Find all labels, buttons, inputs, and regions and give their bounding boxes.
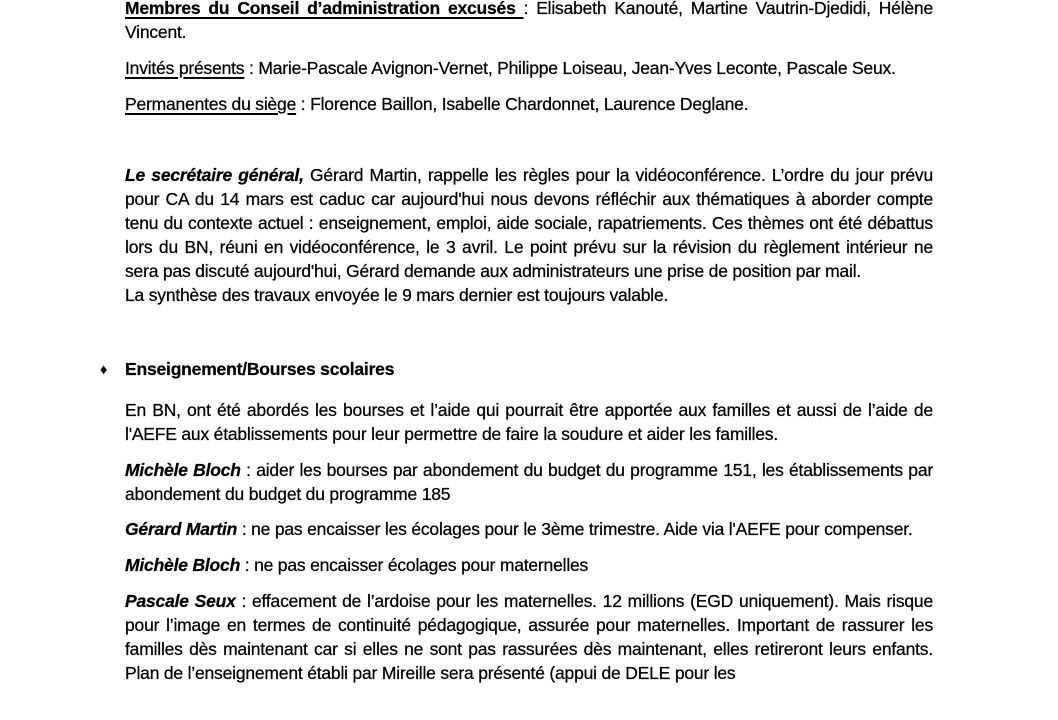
invitees-present-run-1: : Marie-Pascale Avignon-Vernet, Philippe Loiseau, Jean-Yves Leconte, Pascale Seux. — [244, 58, 896, 78]
document-content — [100, 0, 933, 685]
section-enseignement-bourses — [100, 357, 933, 381]
martin-ecolages — [125, 517, 933, 541]
bloch-maternelles-run-0: Michèle Bloch — [125, 555, 241, 575]
section-enseignement-bourses-run-0: Enseignement/Bourses scolaires — [125, 359, 395, 379]
bloch-bourses-abondement-run-1: : aider les bourses par abondement du budget du programme 151, les établissements par abondement du budget du programme 185 — [125, 460, 933, 504]
bloch-bourses-abondement-run-0: Michèle Bloch — [125, 460, 241, 480]
invitees-present — [125, 56, 933, 80]
hq-permanent-staff — [125, 92, 933, 116]
attendees-excused — [125, 0, 933, 44]
attendees-excused-run-1: : Elisabeth Kanouté, Martine Vautrin-Djedidi, Hélène Vincent. — [125, 0, 933, 42]
martin-ecolages-run-1: : ne pas encaisser les écolages pour le 3ème trimestre. Aide via l'AEFE pour compenser. — [237, 519, 913, 539]
synthesis-note-run-0: La synthèse des travaux envoyée le 9 mars dernier est toujours valable. — [125, 285, 669, 305]
secretary-general-summary-run-1: Gérard Martin, rappelle les règles pour la vidéoconférence. L’ordre du jour prévu pour CA du 14 mars est caduc car aujourd'hui nous devons réfléchir aux thématiques à aborder compte tenu du contexte actuel : enseignement, emploi, aide sociale, rapatriements. Ces thèmes ont été débattus lors du BN, réuni en vidéoconférence, le 3 avril. Le point prévu sur la révision du règlement intérieur ne sera pas discuté aujourd'hui, Gérard demande aux administrateurs une prise de position par mail. — [125, 165, 933, 281]
invitees-present-run-0: Invités présents — [125, 58, 245, 78]
bloch-maternelles-run-1: : ne pas encaisser écolages pour maternelles — [240, 555, 589, 575]
bn-bourses-intro — [125, 398, 933, 446]
seux-effacement-ardoise-run-1: : effacement de l’ardoise pour les maternelles. 12 millions (EGD uniquement). Mais risque pour l’image en termes de continuité pédagogique, assurée pour maternelles. Important de rassurer les familles dès maintenant car si elles ne sont pas rassurées dès maintenant, elles retireront leurs enfants. Plan de l’enseignement établi par Mireille sera présenté (appui de DELE pour les — [125, 591, 933, 683]
hq-permanent-staff-run-0: Permanentes du siège — [125, 94, 297, 114]
bn-bourses-intro-run-0: En BN, ont été abordés les bourses et l’aide qui pourrait être apportée aux familles et aussi de l’aide de l'AEFE aux établissements pour leur permettre de faire la soudure et aider les familles. — [125, 400, 933, 444]
seux-effacement-ardoise — [125, 589, 933, 685]
hq-permanent-staff-run-1: : Florence Baillon, Isabelle Chardonnet, Laurence Deglane. — [296, 94, 749, 114]
attendees-excused-run-0: Membres du Conseil d’administration excusés — [125, 0, 524, 18]
diamond-bullet-icon: ♦ — [100, 361, 107, 377]
martin-ecolages-run-0: Gérard Martin — [125, 519, 238, 539]
secretary-general-summary — [125, 163, 933, 283]
bloch-maternelles — [125, 553, 933, 577]
synthesis-note — [125, 283, 933, 307]
seux-effacement-ardoise-run-0: Pascale Seux — [125, 591, 236, 611]
secretary-general-summary-run-0: Le secrétaire général, — [125, 165, 304, 185]
bloch-bourses-abondement — [125, 458, 933, 506]
